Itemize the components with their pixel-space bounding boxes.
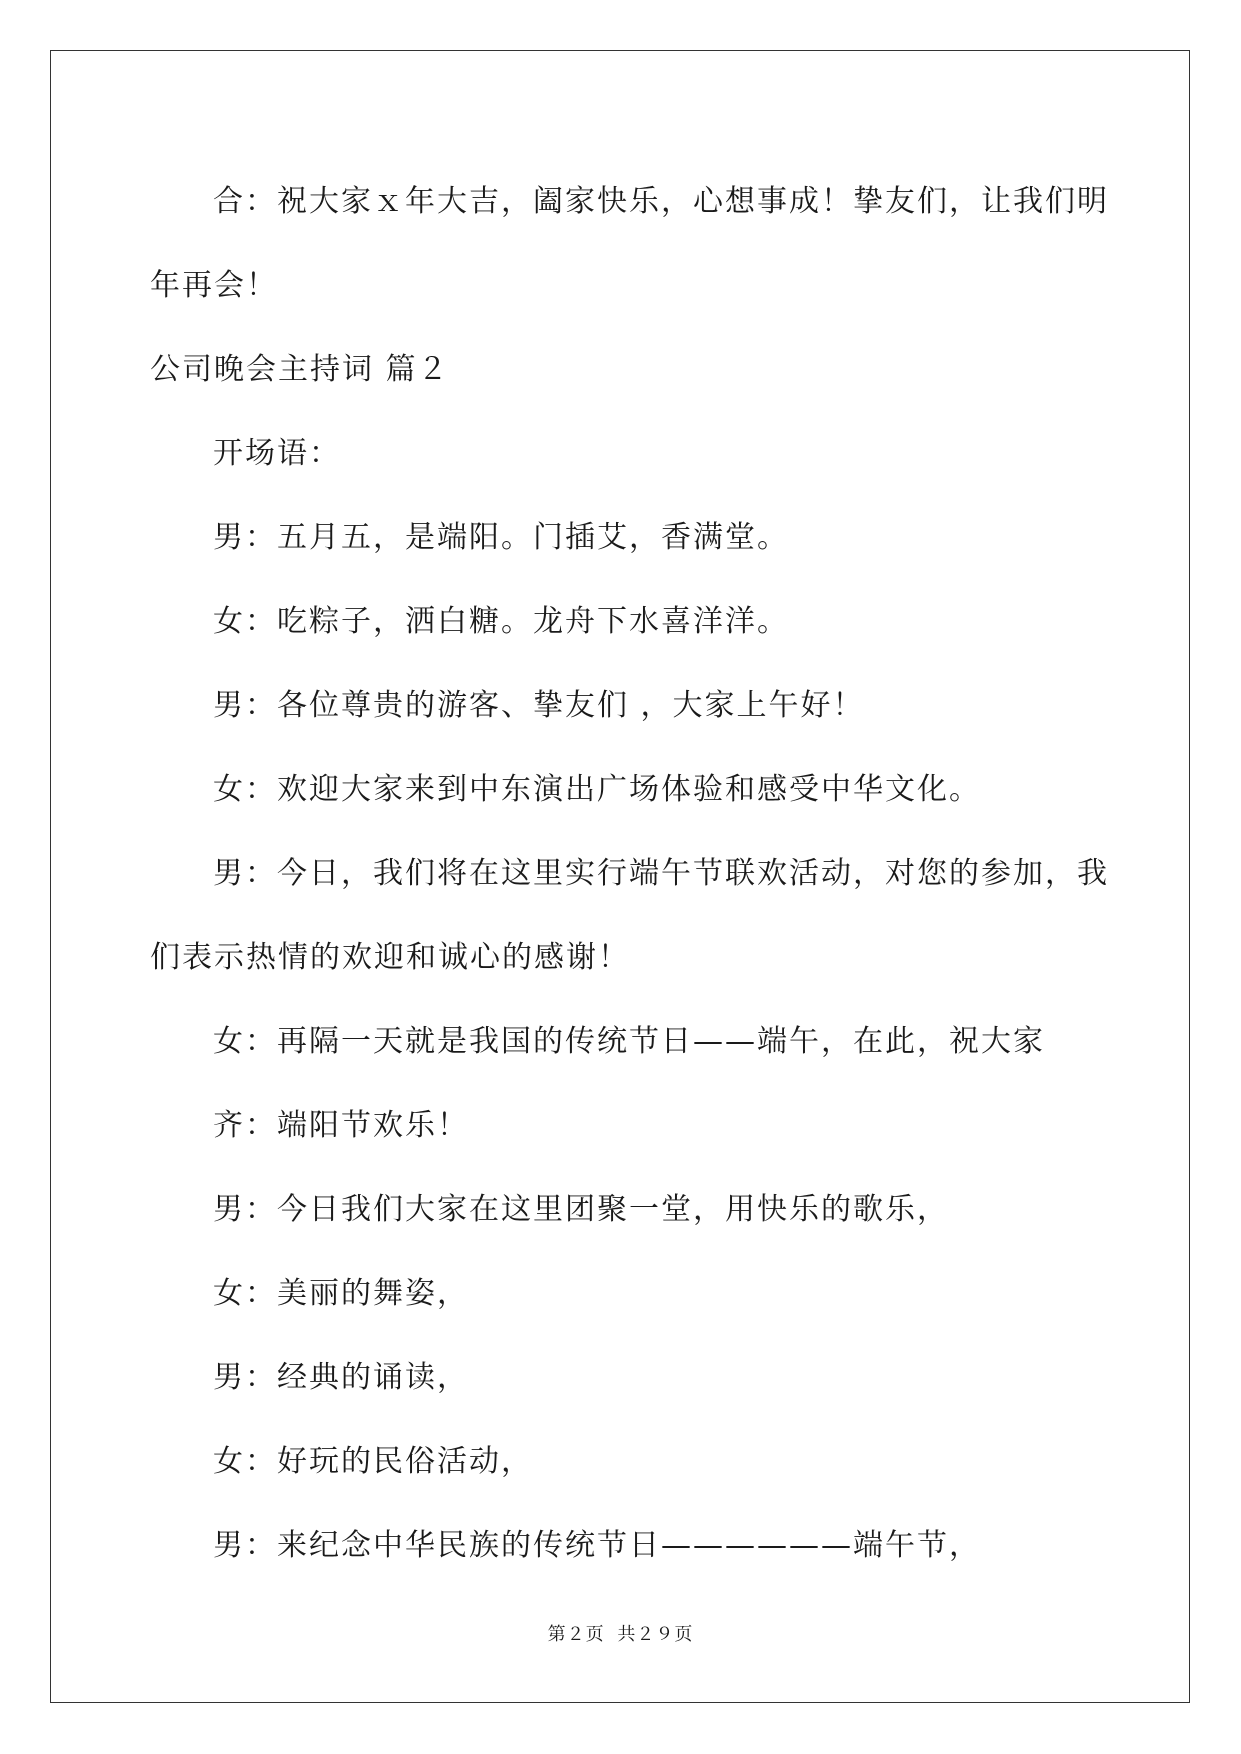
paragraph-line: 女：再隔一天就是我国的传统节日——端午，在此，祝大家 [213,1024,1045,1059]
paragraph-line: 男：今日我们大家在这里团聚一堂，用快乐的歌乐， [213,1192,949,1227]
total-pages-label: 共２９页 [617,1624,694,1645]
paragraph-line: 男：今日，我们将在这里实行端午节联欢活动，对您的参加，我 [213,856,1109,891]
document-body [150,160,1109,1588]
paragraph-line: 女：吃粽子，洒白糖。龙舟下水喜洋洋。 [213,604,789,639]
page-footer [0,1620,1241,1646]
paragraph-line: 齐：端阳节欢乐！ [213,1108,469,1143]
paragraph-line: 年再会！ [150,268,278,303]
paragraph-line: 们表示热情的欢迎和诚心的感谢！ [150,940,630,975]
paragraph-line: 女：好玩的民俗活动， [213,1444,533,1479]
paragraph-line: 男：来纪念中华民族的传统节日——————端午节， [213,1528,981,1563]
paragraph-line: 男：各位尊贵的游客、挚友们 ，大家上午好！ [213,688,865,723]
paragraph-line: 开场语： [213,436,341,471]
current-page-label: 第２页 [547,1624,605,1645]
paragraph-line: 男：五月五，是端阳。门插艾，香满堂。 [213,520,789,555]
paragraph-line: 女：欢迎大家来到中东演出广场体验和感受中华文化。 [213,772,981,807]
paragraph-line: 合：祝大家ｘ年大吉，阖家快乐，心想事成！挚友们，让我们明 [213,184,1109,219]
paragraph-line: 女：美丽的舞姿， [213,1276,469,1311]
section-heading: 公司晚会主持词 篇２ [150,352,450,387]
paragraph-line: 男：经典的诵读， [213,1360,469,1395]
